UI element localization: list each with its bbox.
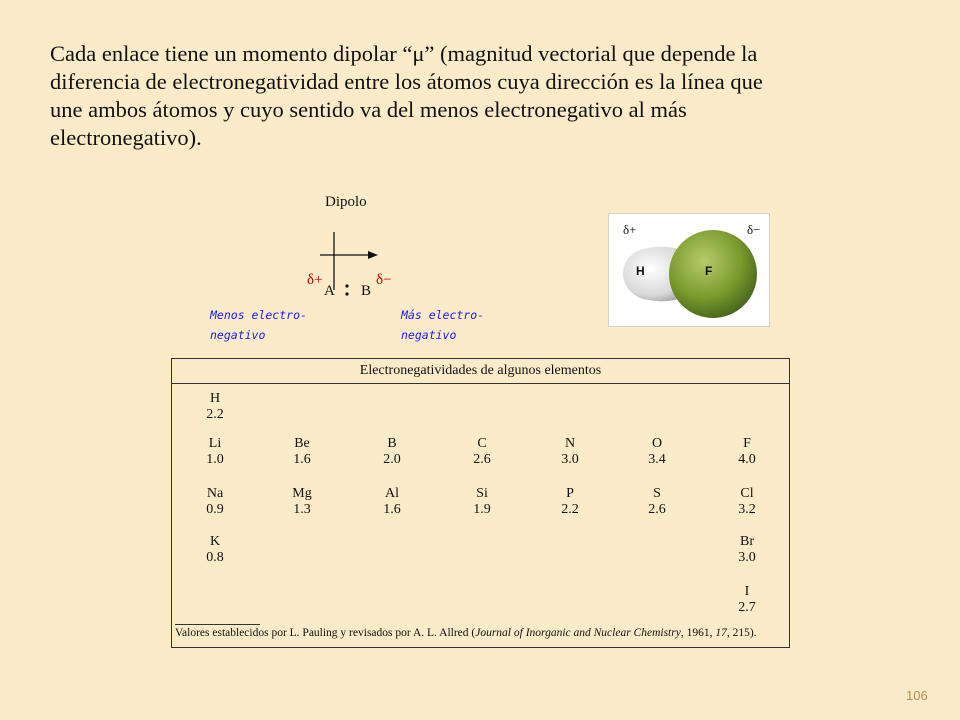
element-symbol: Na xyxy=(206,486,224,501)
element-symbol: H xyxy=(209,391,221,406)
element-value: 2.7 xyxy=(738,600,756,615)
element-value: 1.3 xyxy=(293,502,311,517)
element-symbol: Li xyxy=(208,436,222,451)
element-cell xyxy=(185,391,245,423)
element-cell xyxy=(717,436,777,468)
element-cell xyxy=(185,436,245,468)
element-symbol: S xyxy=(653,486,661,501)
element-cell xyxy=(362,436,422,468)
element-cell xyxy=(185,534,245,566)
page-number: 106 xyxy=(906,688,928,703)
footnote-divider xyxy=(175,624,260,625)
element-symbol: P xyxy=(566,486,574,501)
element-symbol: I xyxy=(744,584,750,599)
table-footnote: Valores establecidos por L. Pauling y revisados por A. L. Allred (Journal of Inorganic and Nuclear Chemistry, 1961, 17, 215). xyxy=(175,627,757,639)
element-value: 0.8 xyxy=(206,550,224,565)
intro-line: une ambos átomos y cuyo sentido va del menos electronegativo al más xyxy=(50,97,687,122)
less-electronegative-label: Menos electro- negativo xyxy=(210,308,307,342)
element-symbol: F xyxy=(743,436,751,451)
element-value: 2.6 xyxy=(473,452,491,467)
intro-line: Cada enlace tiene un momento dipolar “μ” (magnitud vectorial que depende la xyxy=(50,41,758,66)
element-value: 2.6 xyxy=(648,502,666,517)
element-cell xyxy=(272,486,332,518)
element-value: 2.0 xyxy=(383,452,401,467)
hf-molecule-image xyxy=(608,213,770,327)
atom-b-label: B xyxy=(361,283,372,299)
photo-atom-h: H xyxy=(636,264,645,278)
dipole-title: Dipolo xyxy=(325,194,367,210)
intro-line: electronegativo). xyxy=(50,125,202,150)
element-cell xyxy=(540,486,600,518)
hf-molecule-icon xyxy=(609,214,769,326)
intro-line: diferencia de electronegatividad entre los átomos cuya dirección es la línea que xyxy=(50,69,763,94)
element-symbol: Be xyxy=(294,436,310,451)
element-cell xyxy=(452,486,512,518)
element-symbol: C xyxy=(477,436,487,451)
element-cell xyxy=(362,486,422,518)
element-symbol: N xyxy=(564,436,576,451)
journal-name: Journal of Inorganic and Nuclear Chemistry xyxy=(475,627,681,639)
element-value: 3.4 xyxy=(648,452,666,467)
dipole-diagram xyxy=(200,190,510,350)
element-symbol: Si xyxy=(476,486,488,501)
element-value: 1.6 xyxy=(383,502,401,517)
element-cell xyxy=(717,486,777,518)
element-cell xyxy=(627,436,687,468)
element-cell xyxy=(452,436,512,468)
element-value: 2.2 xyxy=(561,502,579,517)
element-symbol: Mg xyxy=(292,486,312,501)
photo-atom-f: F xyxy=(705,264,713,278)
element-symbol: Al xyxy=(385,486,399,501)
journal-volume: 17 xyxy=(715,627,727,639)
table-title: Electronegatividades de algunos elementos xyxy=(172,359,789,384)
element-value: 3.2 xyxy=(738,502,756,517)
photo-delta-minus: δ− xyxy=(747,222,761,237)
element-cell xyxy=(717,584,777,616)
element-cell xyxy=(185,486,245,518)
element-symbol: Cl xyxy=(740,486,754,501)
element-value: 3.0 xyxy=(561,452,579,467)
more-electronegative-label: Más electro- negativo xyxy=(401,308,485,342)
atom-a-label: A xyxy=(324,283,335,299)
electronegativity-table xyxy=(171,358,790,648)
element-value: 3.0 xyxy=(738,550,756,565)
delta-minus-label: δ− xyxy=(376,272,392,288)
delta-plus-label: δ+ xyxy=(307,272,323,288)
element-cell xyxy=(717,534,777,566)
element-value: 1.9 xyxy=(473,502,491,517)
element-value: 1.6 xyxy=(293,452,311,467)
element-cell xyxy=(272,436,332,468)
photo-delta-plus: δ+ xyxy=(623,222,637,237)
element-cell xyxy=(540,436,600,468)
element-symbol: B xyxy=(387,436,397,451)
element-symbol: O xyxy=(651,436,663,451)
element-symbol: Br xyxy=(740,534,754,549)
element-symbol: K xyxy=(209,534,221,549)
element-value: 2.2 xyxy=(206,407,224,422)
element-value: 1.0 xyxy=(206,452,224,467)
element-value: 4.0 xyxy=(738,452,756,467)
intro-paragraph xyxy=(50,40,920,152)
element-cell xyxy=(627,486,687,518)
element-value: 0.9 xyxy=(206,502,224,517)
